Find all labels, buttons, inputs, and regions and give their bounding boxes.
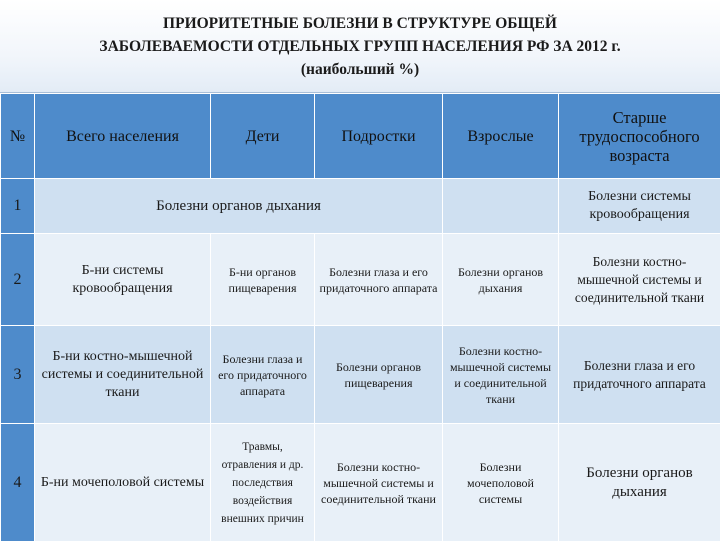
- cell-children: Б-ни органов пищеварения: [211, 234, 315, 326]
- cell-teens: Болезни органов пищеварения: [315, 326, 443, 424]
- header-older: Старше трудоспособного возраста: [559, 94, 720, 179]
- cell-older: Болезни системы кровообращения: [559, 179, 720, 234]
- cell-total: Б-ни системы кровообращения: [35, 234, 211, 326]
- table-header-row: [1, 94, 720, 179]
- cell-merged: Болезни органов дыхания: [35, 179, 443, 234]
- row-number: 3: [1, 326, 35, 424]
- cell-adults: Болезни мочеполовой системы: [443, 424, 559, 542]
- cell-total: Б-ни костно-мышечной системы и соединительной ткани: [35, 326, 211, 424]
- header-total: Всего населения: [35, 94, 211, 179]
- header-num: №: [1, 94, 35, 179]
- row-number: 4: [1, 424, 35, 542]
- header-children: Дети: [211, 94, 315, 179]
- disease-table: [0, 93, 720, 542]
- table-row: [1, 234, 720, 326]
- cell-children: Травмы, отравления и др. последствия воздействия внешних причин: [211, 424, 315, 542]
- cell-older: Болезни костно-мышечной системы и соединительной ткани: [559, 234, 720, 326]
- header-teens: Подростки: [315, 94, 443, 179]
- cell-children: Болезни глаза и его придаточного аппарата: [211, 326, 315, 424]
- table-row: [1, 326, 720, 424]
- cell-adults-empty: [443, 179, 559, 234]
- cell-teens: Болезни костно-мышечной системы и соединительной ткани: [315, 424, 443, 542]
- page-title: ПРИОРИТЕТНЫЕ БОЛЕЗНИ В СТРУКТУРЕ ОБЩЕЙ ЗАБОЛЕВАЕМОСТИ ОТДЕЛЬНЫХ ГРУПП НАСЕЛЕНИЯ РФ ЗА 2012 г. (наибольший %): [59, 12, 660, 81]
- row-number: 2: [1, 234, 35, 326]
- title-box: [0, 0, 720, 93]
- cell-adults: Болезни органов дыхания: [443, 234, 559, 326]
- cell-older: Болезни органов дыхания: [559, 424, 720, 542]
- cell-total: Б-ни мочеполовой системы: [35, 424, 211, 542]
- row-number: 1: [1, 179, 35, 234]
- table-row: [1, 179, 720, 234]
- cell-adults: Болезни костно-мышечной системы и соединительной ткани: [443, 326, 559, 424]
- table-row: [1, 424, 720, 542]
- cell-older: Болезни глаза и его придаточного аппарата: [559, 326, 720, 424]
- cell-teens: Болезни глаза и его придаточного аппарата: [315, 234, 443, 326]
- header-adults: Взрослые: [443, 94, 559, 179]
